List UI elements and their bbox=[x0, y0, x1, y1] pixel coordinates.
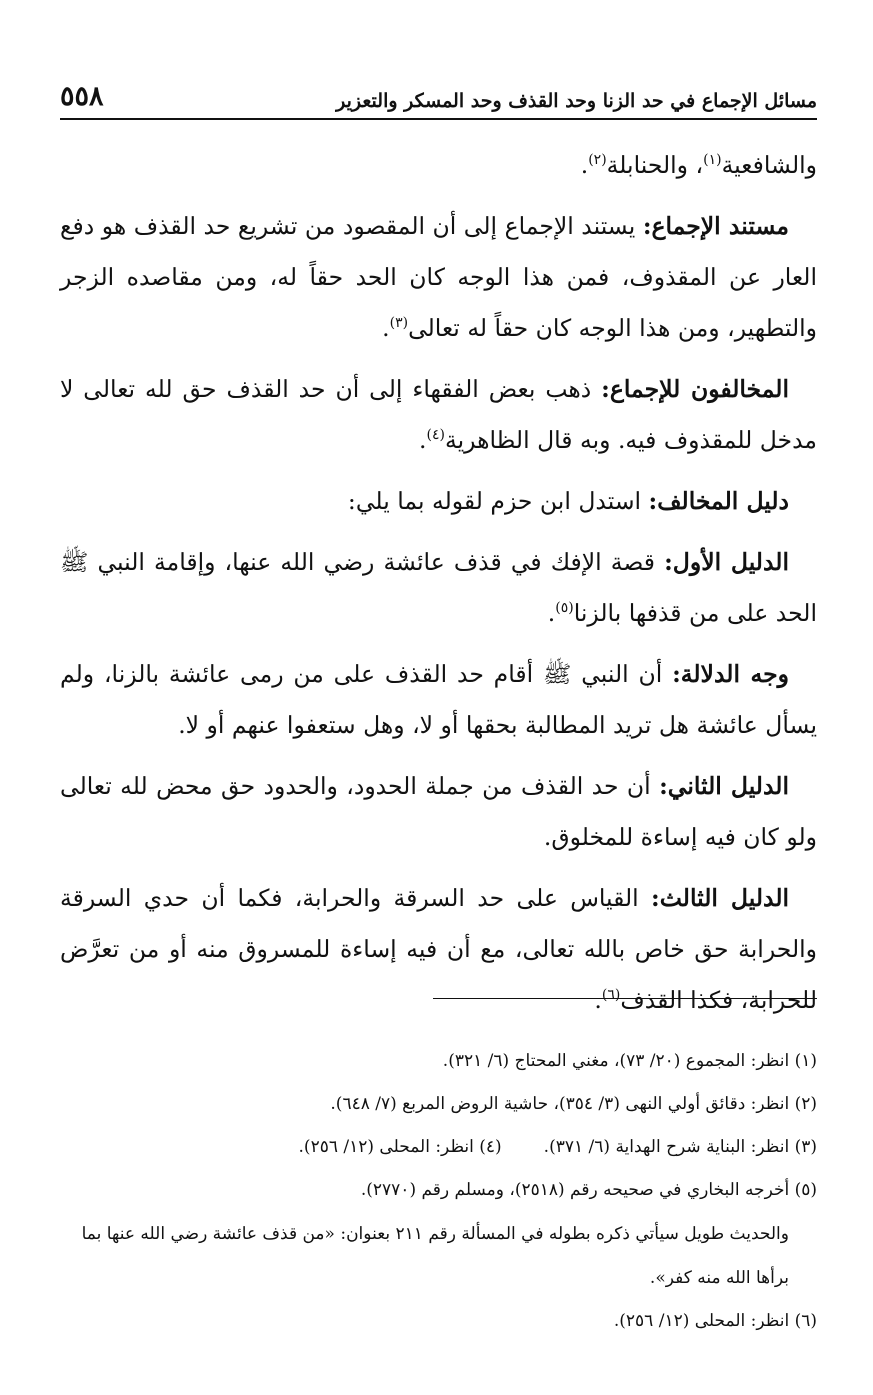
heading-evidence-2: الدليل الثاني: bbox=[659, 772, 789, 800]
footnotes bbox=[60, 1040, 817, 1343]
footnote-5: (٥) أخرجه البخاري في صحيحه رقم (٢٥١٨)، ومسلم رقم (٢٧٧٠). bbox=[360, 1180, 817, 1200]
footnote-3-4-line bbox=[60, 1126, 817, 1169]
heading-opponent-evidence: دليل المخالف: bbox=[648, 487, 789, 515]
footnote-2: (٢) انظر: دقائق أولي النهى (٣/ ٣٥٤)، حاشية الروض المربع (٧/ ٦٤٨). bbox=[330, 1094, 817, 1114]
paragraph-1: والشافعية$^{(١)}$، والحنابلة$^{(٢)}$. bbox=[580, 151, 817, 179]
paragraph-opponent-evidence: دليل المخالف: استدل ابن حزم لقوله بما يلي: bbox=[347, 487, 789, 515]
heading-basis: مستند الإجماع: bbox=[642, 212, 789, 240]
paragraph-opponents: المخالفون للإجماع: ذهب بعض الفقهاء إلى أن حد القذف حق لله تعالى لا مدخل للمقذوف فيه. وبه قال الظاهرية$^{(٤)}$. bbox=[60, 375, 817, 454]
heading-indication: وجه الدلالة: bbox=[672, 660, 789, 688]
footnote-ref-2: (٢) bbox=[588, 152, 607, 168]
heading-evidence-1: الدليل الأول: bbox=[664, 548, 789, 576]
footnote-divider bbox=[433, 998, 817, 999]
footnote-ref-4: (٤) bbox=[426, 427, 445, 443]
footnote-ref-6: (٦) bbox=[601, 987, 621, 1003]
paragraph-evidence-2: الدليل الثاني: أن حد القذف من جملة الحدود، والحدود حق محض لله تعالى ولو كان فيه إساءة للمخلوق. bbox=[60, 772, 817, 851]
heading-opponents: المخالفون للإجماع: bbox=[601, 375, 789, 403]
running-title: مسائل الإجماع في حد الزنا وحد القذف وحد المسكر والتعزير bbox=[336, 90, 817, 112]
page-number: ٥٥٨ bbox=[60, 81, 104, 112]
page-header bbox=[60, 72, 817, 120]
main-text bbox=[60, 140, 817, 1036]
footnote-4: (٤) انظر: المحلى (١٢/ ٢٥٦). bbox=[298, 1137, 502, 1157]
paragraph-evidence-3: الدليل الثالث: القياس على حد السرقة والحرابة، فكما أن حدي السرقة والحرابة حق خاص بالله تعالى، مع أن فيه إساءة للمسروق منه أو من تعرَّض للحرابة، فكذا القذف$^{(٦)}$. bbox=[60, 884, 817, 1014]
footnote-ref-5: (٥) bbox=[555, 600, 574, 616]
heading-evidence-3: الدليل الثالث: bbox=[651, 884, 790, 912]
footnote-5-continued: والحديث طويل سيأتي ذكره بطوله في المسألة رقم ٢١١ بعنوان: «من قذف عائشة رضي الله عنها بما برأها الله منه كفر». bbox=[81, 1224, 789, 1288]
paragraph-evidence-1: الدليل الأول: قصة الإفك في قذف عائشة رضي الله عنها، وإقامة النبي ﷺ الحد على من قذفها بالزنا$^{(٥)}$. bbox=[60, 548, 817, 627]
footnote-ref-3: (٣) bbox=[389, 315, 409, 331]
footnote-3: (٣) انظر: البناية شرح الهداية (٦/ ٣٧١). bbox=[543, 1137, 817, 1157]
paragraph-basis: مستند الإجماع: يستند الإجماع إلى أن المقصود من تشريع حد القذف هو دفع العار عن المقذوف، فمن هذا الوجه كان الحد حقاً له، ومن مقاصده الزجر والتطهير، ومن هذا الوجه كان حقاً له تعالى$^{(٣)}$. bbox=[60, 212, 817, 342]
footnote-1: (١) انظر: المجموع (٢٠/ ٧٣)، مغني المحتاج (٦/ ٣٢١). bbox=[442, 1051, 817, 1071]
footnote-ref-1: (١) bbox=[703, 152, 722, 168]
footnote-6: (٦) انظر: المحلى (١٢/ ٢٥٦). bbox=[613, 1311, 817, 1331]
paragraph-indication: وجه الدلالة: أن النبي ﷺ أقام حد القذف على من رمى عائشة بالزنا، ولم يسأل عائشة هل تريد المطالبة بحقها أو لا، وهل ستعفوا عنهم أو لا. bbox=[60, 660, 817, 739]
